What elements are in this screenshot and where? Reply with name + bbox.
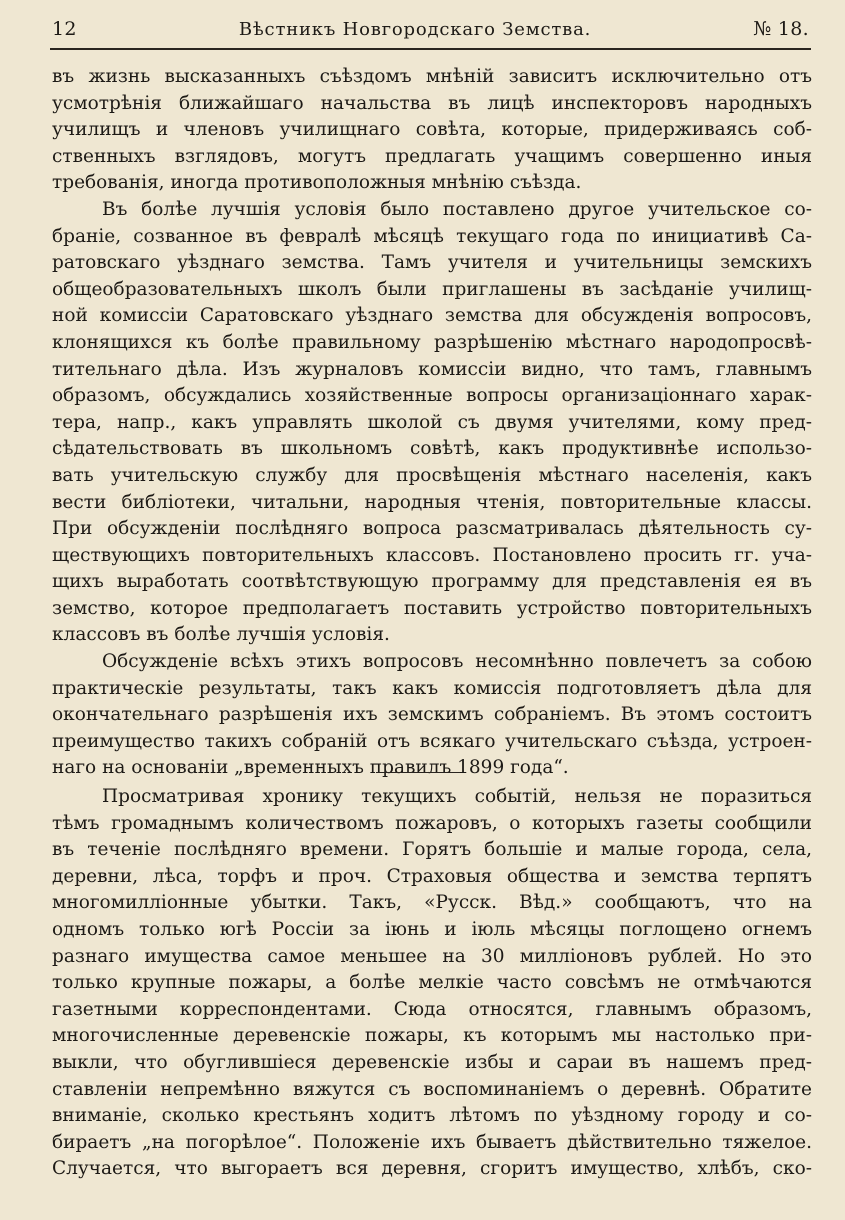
text-line: Просматривая хронику текущихъ событій, нельзя не поразиться — [102, 786, 812, 807]
section-one-text — [52, 64, 812, 782]
text-line: только крупные пожары, а болѣе мелкіе часто совсѣмъ не отмѣчаются — [52, 972, 812, 994]
section-separator — [376, 772, 460, 773]
text-line: вать учительскую службу для просвѣщенія мѣстнаго населенія, какъ — [52, 464, 812, 486]
journal-title: Вѣстникъ Новгородскаго Земства. — [238, 19, 592, 40]
text-line: земство, которое предполагаетъ поставить устройство повторительныхъ — [52, 597, 812, 619]
text-line: образомъ, обсуждались хозяйственные вопросы организаціоннаго харак- — [52, 385, 812, 407]
text-line: газетными корреспондентами. Сюда относятся, главнымъ образомъ, — [52, 998, 812, 1020]
text-line: тера, напр., какъ управлять школой съ двумя учителями, кому пред- — [52, 411, 812, 433]
text-line: При обсужденіи послѣдняго вопроса разсматривалась дѣятельность су- — [52, 518, 812, 540]
text-line: вниманіе, сколько крестьянъ ходитъ лѣтомъ по уѣздному городу и со- — [52, 1105, 812, 1127]
running-header — [52, 18, 809, 48]
text-line: въ теченіе послѣдняго времени. Горятъ большіе и малые города, села, — [52, 839, 812, 861]
text-line: практическіе результаты, такъ какъ комиссія подготовляетъ дѣла для — [52, 677, 812, 699]
section-two-text — [52, 784, 812, 1183]
text-line: окончательнаго разрѣшенія ихъ земскимъ собраніемъ. Въ этомъ состоитъ — [52, 704, 812, 726]
issue-number: № 18. — [753, 18, 809, 40]
text-line: сѣдательствовать въ школьномъ совѣтѣ, какъ продуктивнѣе использо- — [52, 438, 812, 460]
text-line: ществующихъ повторительныхъ классовъ. Постановлено просить гг. уча- — [52, 544, 812, 566]
text-line: деревни, лѣса, торфъ и проч. Страховыя общества и земства терпятъ — [52, 865, 812, 887]
text-line: наго на основаніи „временныхъ правилъ 1899 года“. — [52, 757, 569, 779]
text-line: разнаго имущества самое меньшее на 30 милліоновъ рублей. Но это — [52, 945, 812, 967]
text-line: Обсужденіе всѣхъ этихъ вопросовъ несомнѣнно повлечетъ за собою — [102, 651, 812, 673]
text-line: многочисленные деревенскіе пожары, къ которымъ мы настолько при- — [52, 1025, 812, 1047]
text-line: въ жизнь высказанныхъ съѣздомъ мнѣній зависитъ исключительно отъ — [52, 66, 812, 87]
text-line: многомилліонные убытки. Такъ, «Русск. Вѣд.» сообщаютъ, что на — [52, 892, 812, 914]
text-line: тительнаго дѣла. Изъ журналовъ комиссіи видно, что тамъ, главнымъ — [52, 358, 812, 380]
header-rule — [50, 48, 811, 50]
text-line: ственныхъ взглядовъ, могутъ предлагать учащимъ совершенно иныя — [52, 145, 812, 167]
text-line: ной комиссіи Саратовскаго уѣзднаго земства для обсужденія вопросовъ, — [52, 305, 812, 327]
text-line: браніе, созванное въ февралѣ мѣсяцѣ текущаго года по инициативѣ Са- — [52, 225, 812, 247]
text-line: вести библіотеки, читальни, народныя чтенія, повторительные классы. — [52, 491, 812, 513]
text-line: Случается, что выгораетъ вся деревня, сгоритъ имущество, хлѣбъ, ско- — [52, 1158, 812, 1180]
text-line: щихъ выработать соотвѣтствующую программу для представленія ея въ — [52, 571, 812, 593]
page-number: 12 — [52, 18, 77, 40]
text-line: ставленіи непремѣнно вяжутся съ воспоминаніемъ о деревнѣ. Обратите — [52, 1078, 812, 1100]
text-line: ратовскаго уѣзднаго земства. Тамъ учителя и учительницы земскихъ — [52, 252, 812, 274]
text-line: одномъ только югѣ Россіи за іюнь и іюль мѣсяцы поглощено огнемъ — [52, 918, 812, 940]
text-line: преимущество такихъ собраній отъ всякаго учительскаго съѣзда, устроен- — [52, 730, 812, 752]
text-line: клонящихся къ болѣе правильному разрѣшенію мѣстнаго народопросвѣ- — [52, 331, 812, 353]
text-line: классовъ въ болѣе лучшія условія. — [52, 624, 390, 646]
text-line: Въ болѣе лучшія условія было поставлено другое учительское со- — [102, 198, 812, 220]
text-line: общеобразовательныхъ школъ были приглашены въ засѣданіе училищ- — [52, 278, 812, 300]
text-line: усмотрѣнія ближайшаго начальства въ лицѣ инспекторовъ народныхъ — [52, 92, 812, 114]
text-line: тѣмъ громаднымъ количествомъ пожаровъ, о которыхъ газеты сообщили — [52, 812, 812, 834]
text-line: требованія, иногда противоположныя мнѣнію съѣзда. — [52, 172, 582, 194]
text-line: выкли, что обуглившіеся деревенскіе избы и сараи въ нашемъ пред- — [52, 1051, 812, 1073]
text-line: бираетъ „на погорѣлое“. Положеніе ихъ бываетъ дѣйствительно тяжелое. — [52, 1131, 812, 1153]
text-line: училищъ и членовъ училищнаго совѣта, которые, придерживаясь соб- — [52, 119, 812, 141]
